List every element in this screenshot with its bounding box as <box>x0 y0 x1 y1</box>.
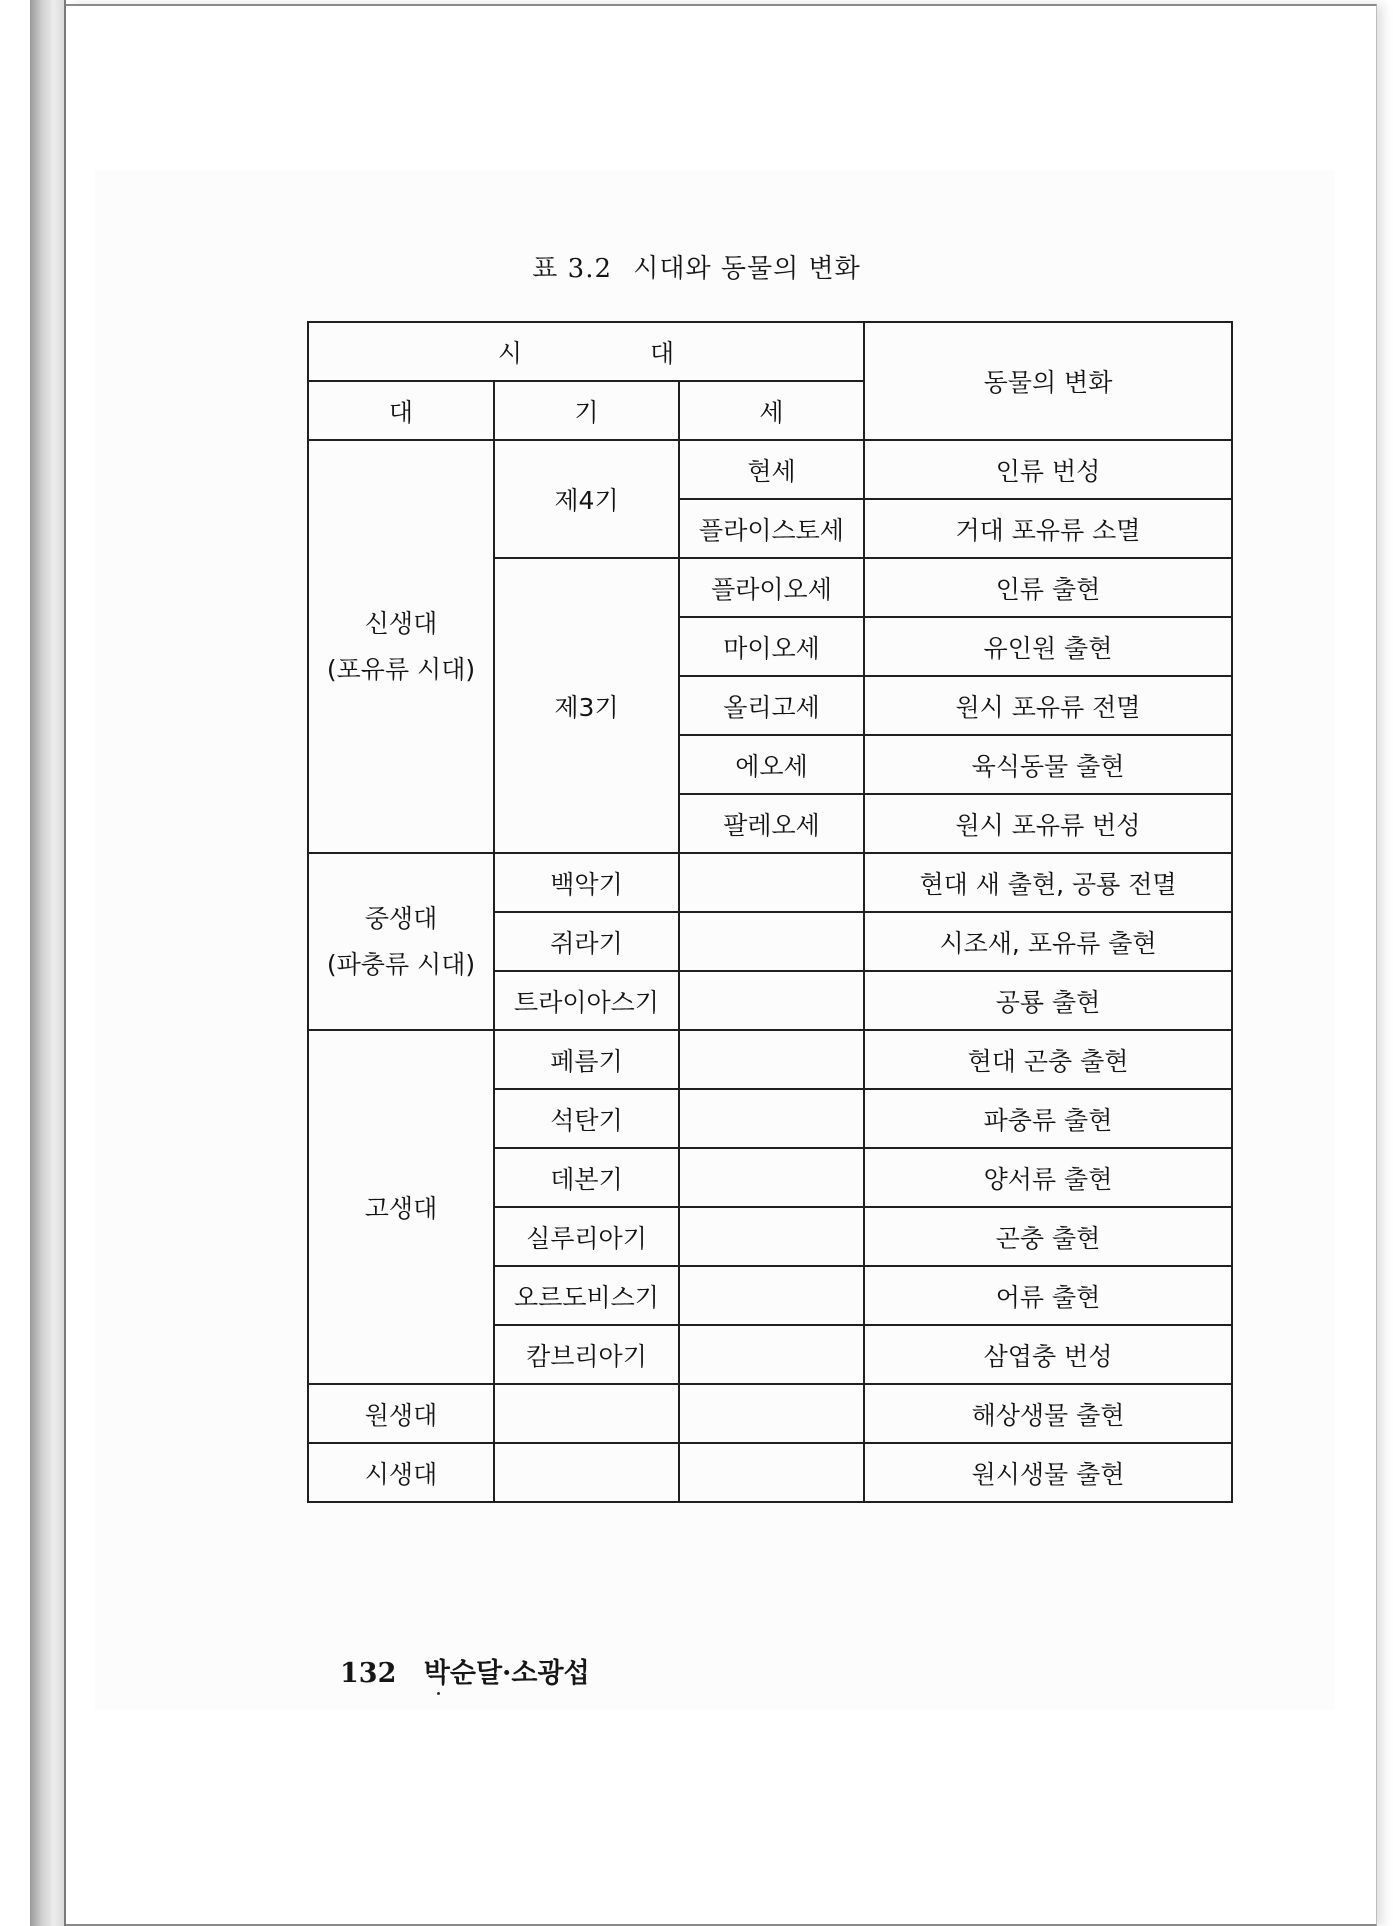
page-footer <box>340 1651 590 1690</box>
epoch-cell <box>679 1089 864 1148</box>
era-mesozoic-name: 중생대 <box>364 903 438 933</box>
epoch-cell <box>679 1384 864 1443</box>
era-mesozoic <box>308 853 494 1030</box>
period-cell <box>494 1384 679 1443</box>
epoch-cell: 에오세 <box>679 735 864 794</box>
header-dae: 대 <box>308 381 494 440</box>
change-cell: 유인원 출현 <box>864 617 1232 676</box>
header-se: 세 <box>679 381 864 440</box>
epoch-cell <box>679 1443 864 1502</box>
epoch-cell <box>679 1030 864 1089</box>
change-cell: 공룡 출현 <box>864 971 1232 1030</box>
change-cell: 시조새, 포유류 출현 <box>864 912 1232 971</box>
table-row <box>308 440 1232 499</box>
change-cell: 거대 포유류 소멸 <box>864 499 1232 558</box>
era-archean: 시생대 <box>308 1443 494 1502</box>
change-cell: 곤충 출현 <box>864 1207 1232 1266</box>
era-paleozoic: 고생대 <box>308 1030 494 1384</box>
table-caption <box>0 248 1393 285</box>
era-mesozoic-sub: (파충류 시대) <box>326 949 476 979</box>
table-row <box>308 853 1232 912</box>
header-row-top <box>308 322 1232 381</box>
page-number: 132 <box>340 1658 397 1689</box>
header-change: 동물의 변화 <box>864 322 1232 440</box>
change-cell: 원시 포유류 전멸 <box>864 676 1232 735</box>
change-cell: 해상생물 출현 <box>864 1384 1232 1443</box>
epoch-cell <box>679 853 864 912</box>
header-era-left: 시 <box>497 338 523 368</box>
period-cell: 페름기 <box>494 1030 679 1089</box>
epoch-cell: 플라이오세 <box>679 558 864 617</box>
epoch-cell: 현세 <box>679 440 864 499</box>
epoch-cell: 마이오세 <box>679 617 864 676</box>
epoch-cell: 플라이스토세 <box>679 499 864 558</box>
period-cell: 쥐라기 <box>494 912 679 971</box>
period-cell <box>494 1443 679 1502</box>
footer-authors: 박순달·소광섭 <box>423 1658 590 1689</box>
epoch-cell <box>679 1266 864 1325</box>
caption-title: 시대와 동물의 변화 <box>633 254 861 284</box>
epoch-cell <box>679 912 864 971</box>
table-row <box>308 1384 1232 1443</box>
change-cell: 원시 포유류 번성 <box>864 794 1232 853</box>
era-animal-table <box>307 321 1233 1503</box>
period-cell: 트라이아스기 <box>494 971 679 1030</box>
change-cell: 원시생물 출현 <box>864 1443 1232 1502</box>
period-cell: 실루리아기 <box>494 1207 679 1266</box>
epoch-cell: 팔레오세 <box>679 794 864 853</box>
epoch-cell <box>679 971 864 1030</box>
table-row <box>308 1443 1232 1502</box>
period-cell: 오르도비스기 <box>494 1266 679 1325</box>
change-cell: 육식동물 출현 <box>864 735 1232 794</box>
change-cell: 삼엽충 번성 <box>864 1325 1232 1384</box>
epoch-cell <box>679 1148 864 1207</box>
header-era <box>308 322 864 381</box>
period-quaternary: 제4기 <box>494 440 679 558</box>
change-cell: 어류 출현 <box>864 1266 1232 1325</box>
era-proterozoic: 원생대 <box>308 1384 494 1443</box>
book-spine <box>30 0 66 1926</box>
change-cell: 파충류 출현 <box>864 1089 1232 1148</box>
period-tertiary: 제3기 <box>494 558 679 853</box>
era-cenozoic <box>308 440 494 853</box>
period-cell: 백악기 <box>494 853 679 912</box>
header-gi: 기 <box>494 381 679 440</box>
table-row <box>308 1030 1232 1089</box>
period-cell: 데본기 <box>494 1148 679 1207</box>
header-era-right: 대 <box>649 338 675 368</box>
change-cell: 인류 출현 <box>864 558 1232 617</box>
change-cell: 양서류 출현 <box>864 1148 1232 1207</box>
era-cenozoic-sub: (포유류 시대) <box>326 654 476 684</box>
era-cenozoic-name: 신생대 <box>364 608 438 638</box>
change-cell: 현대 새 출현, 공룡 전멸 <box>864 853 1232 912</box>
change-cell: 현대 곤충 출현 <box>864 1030 1232 1089</box>
change-cell: 인류 번성 <box>864 440 1232 499</box>
period-cell: 석탄기 <box>494 1089 679 1148</box>
scan-dot <box>437 1692 440 1695</box>
epoch-cell <box>679 1325 864 1384</box>
caption-label: 표 3.2 <box>532 254 612 284</box>
epoch-cell: 올리고세 <box>679 676 864 735</box>
epoch-cell <box>679 1207 864 1266</box>
period-cell: 캄브리아기 <box>494 1325 679 1384</box>
